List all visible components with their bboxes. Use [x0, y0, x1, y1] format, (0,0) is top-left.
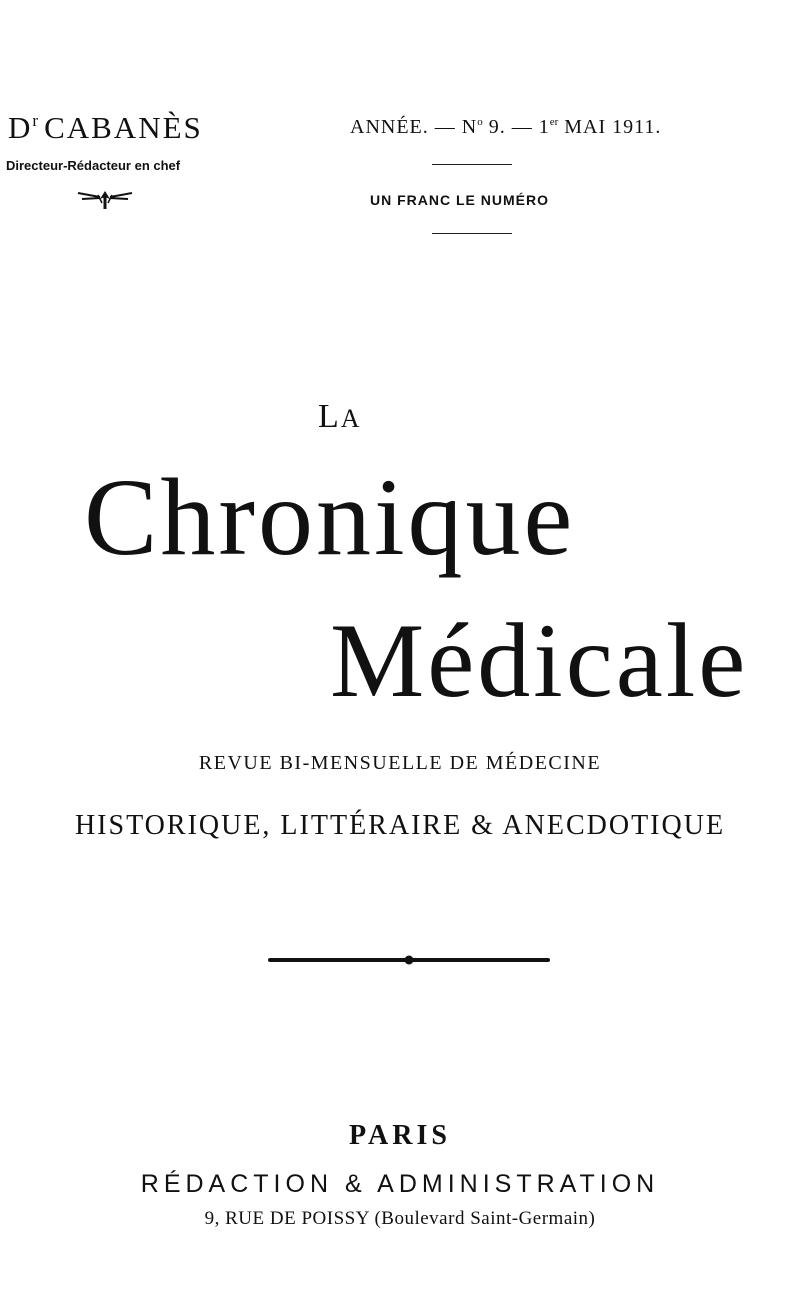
- fleuron-icon: [76, 187, 134, 211]
- address-line: 9, RUE DE POISSY (Boulevard Saint-Germain): [204, 1208, 596, 1229]
- issue-number: 9. — 1: [482, 116, 550, 138]
- header-rule-bottom: [432, 233, 512, 234]
- editor-role: Directeur-Rédacteur en chef: [6, 158, 181, 173]
- header-rule-top: [432, 164, 512, 165]
- office-line: RÉDACTION & ADMINISTRATION: [140, 1170, 660, 1198]
- editor-title: D: [8, 110, 33, 145]
- title-line-1: Chronique: [84, 456, 576, 578]
- title-line-2: Médicale: [330, 602, 749, 719]
- title-article: [318, 398, 362, 436]
- title-article-rest: A: [340, 404, 362, 433]
- issue-date: MAI 1911.: [558, 116, 662, 138]
- price-line: UN FRANC LE NUMÉRO: [370, 192, 549, 208]
- issue-day-sup: er: [549, 116, 559, 128]
- publisher-city: PARIS: [349, 1120, 451, 1151]
- issue-line: [350, 116, 661, 139]
- editor-name: [8, 110, 203, 146]
- subtitle-line-2: HISTORIQUE, LITTÉRAIRE & ANECDOTIQUE: [74, 810, 726, 841]
- editor-surname: CABANÈS: [44, 110, 203, 145]
- title-article-initial: L: [318, 398, 341, 435]
- center-divider-ornament: [268, 950, 550, 970]
- issue-no-sup: o: [477, 116, 483, 128]
- editor-title-sup: r: [32, 111, 39, 130]
- issue-prefix: ANNÉE. — N: [350, 116, 478, 138]
- subtitle-line-1: REVUE BI-MENSUELLE DE MÉDECINE: [198, 752, 602, 774]
